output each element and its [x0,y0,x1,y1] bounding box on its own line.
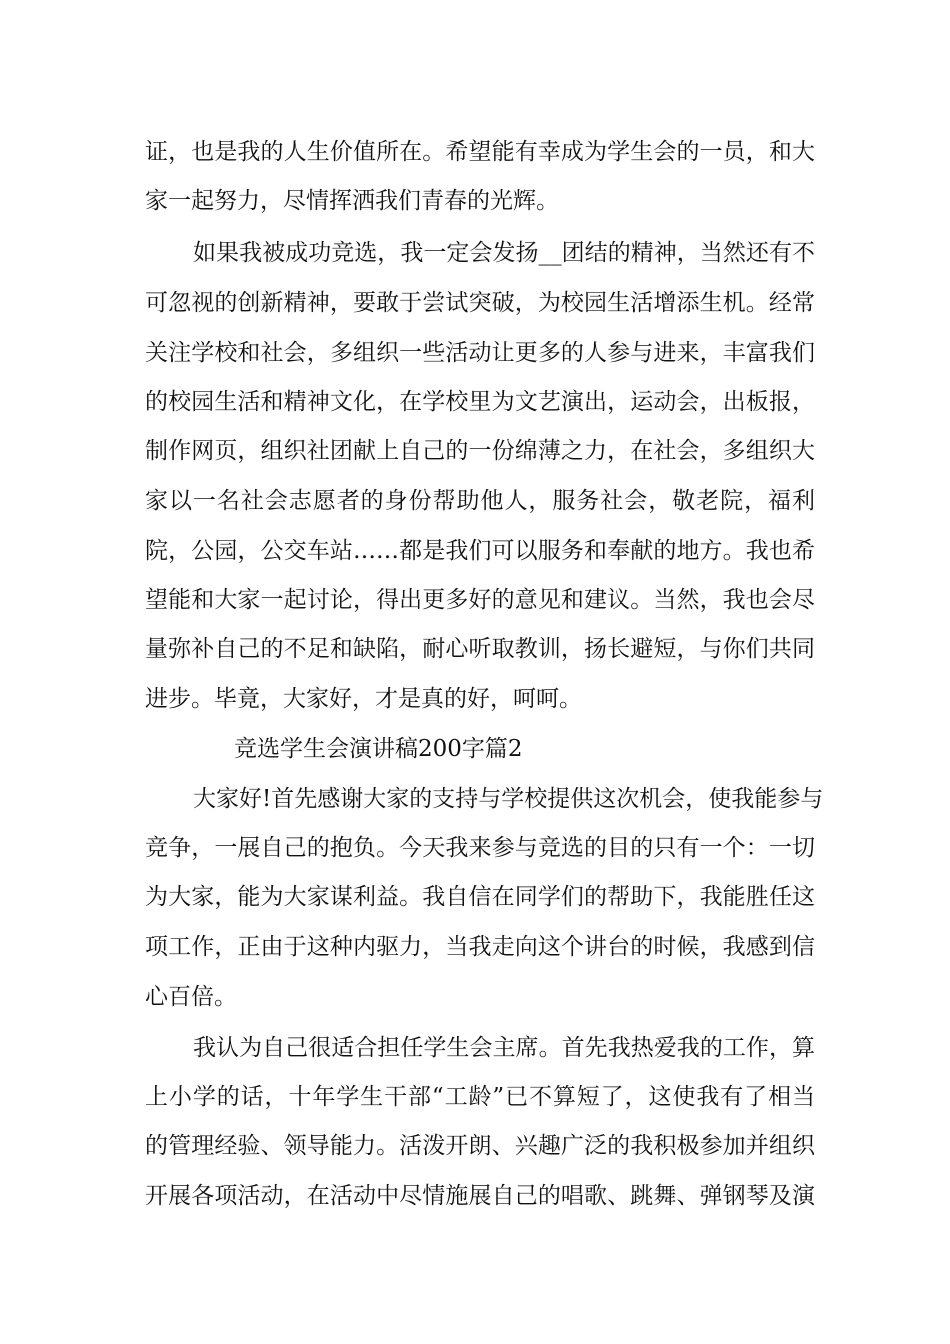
paragraph-line: 我认为自己很适合担任学生会主席。首先我热爱我的工作，算 [193,1035,815,1061]
paragraph-line: 开展各项活动，在活动中尽情施展自己的唱歌、跳舞、弹钢琴及演 [145,1183,815,1209]
paragraph-line: 院，公园，公交车站……都是我们可以服务和奉献的地方。我也希 [145,538,815,564]
paragraph-line: 上小学的话，十年学生干部“工龄”已不算短了，这使我有了相当 [145,1084,815,1110]
paragraph-line: 证，也是我的人生价值所在。希望能有幸成为学生会的一员，和大 [145,139,815,165]
paragraph-line: 心百倍。 [145,984,237,1010]
paragraph-line: 如果我被成功竞选，我一定会发扬__团结的精神，当然还有不 [193,240,815,266]
section-heading: 竞选学生会演讲稿200字篇2 [234,736,523,762]
paragraph-line: 的校园生活和精神文化，在学校里为文艺演出，运动会，出板报， [145,389,815,415]
paragraph-line: 家以一名社会志愿者的身份帮助他人，服务社会，敬老院，福利 [145,488,815,514]
paragraph-line: 竞争，一展自己的抱负。今天我来参与竞选的目的只有一个：一切 [145,835,815,861]
paragraph-line: 家一起努力，尽情挥洒我们青春的光辉。 [145,188,559,214]
paragraph-line: 制作网页，组织社团献上自己的一份绵薄之力，在社会，多组织大 [145,438,815,464]
paragraph-line: 可忽视的创新精神，要敢于尝试突破，为校园生活增添生机。经常 [145,290,815,316]
paragraph-line: 大家好!首先感谢大家的支持与学校提供这次机会，使我能参与 [193,786,824,812]
paragraph-line: 的管理经验、领导能力。活泼开朗、兴趣广泛的我积极参加并组织 [145,1133,815,1159]
paragraph-line: 项工作，正由于这种内驱力，当我走向这个讲台的时候，我感到信 [145,934,815,960]
paragraph-line: 量弥补自己的不足和缺陷，耐心听取教训，扬长避短，与你们共同 [145,636,815,662]
paragraph-line: 望能和大家一起讨论，得出更多好的意见和建议。当然，我也会尽 [145,587,815,613]
paragraph-line: 为大家，能为大家谋利益。我自信在同学们的帮助下，我能胜任这 [145,884,815,910]
paragraph-line: 进步。毕竟，大家好，才是真的好，呵呵。 [145,686,582,712]
paragraph-line: 关注学校和社会，多组织一些活动让更多的人参与进来，丰富我们 [145,340,815,366]
